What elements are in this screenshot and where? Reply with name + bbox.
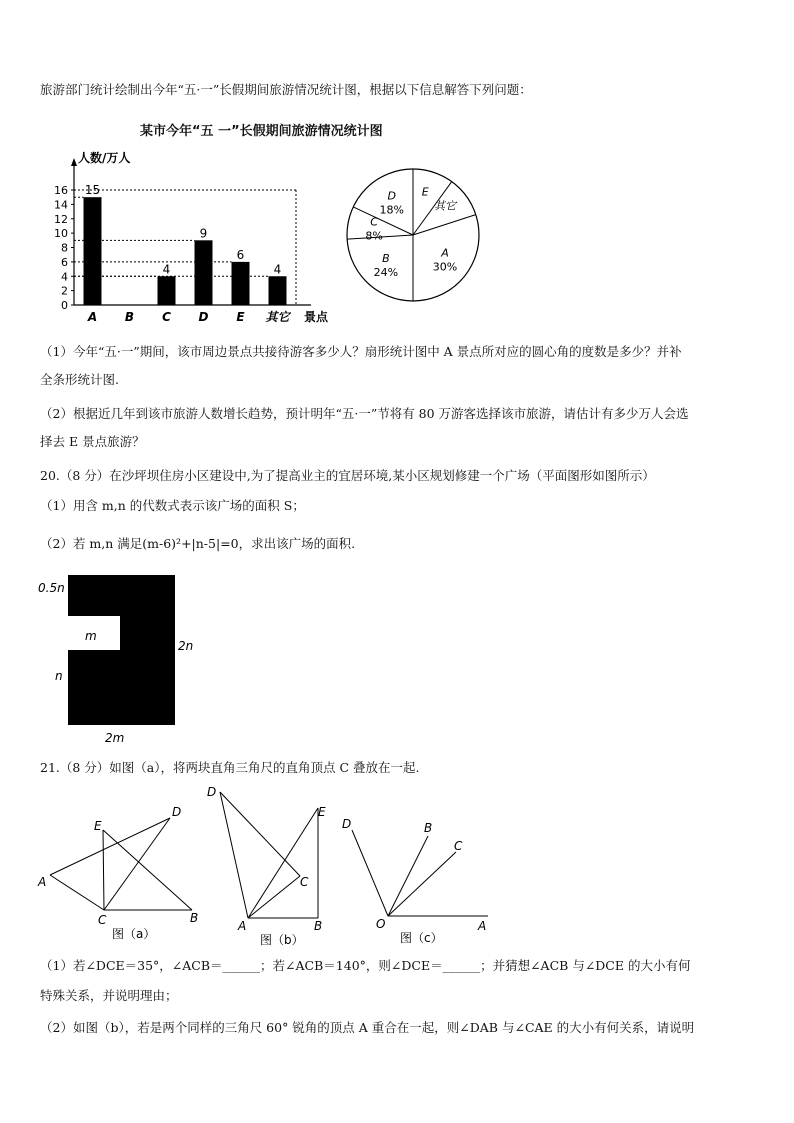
bar-value-label: 9 — [199, 226, 208, 241]
q19-part1-cont: 全条形统计图. — [40, 372, 119, 387]
bar-其它 — [269, 276, 287, 305]
x-axis-label: 景点 — [304, 310, 329, 324]
bar-value-label: 6 — [236, 247, 245, 262]
pt-b: B — [314, 919, 323, 933]
plaza-shape — [68, 575, 175, 725]
pt-c: C — [98, 913, 107, 927]
pt-a: A — [478, 919, 487, 933]
q20-figure — [30, 570, 230, 750]
slice-percent-C: 8% — [365, 229, 383, 243]
pt-o: O — [376, 917, 386, 931]
pt-a: A — [238, 919, 247, 933]
q20-stem: 20.（8 分）在沙坪坝住房小区建设中,为了提高业主的宜居环境,某小区规划修建一个广场（平面图形如图所示） — [40, 468, 655, 483]
bar-value-label: 4 — [162, 262, 171, 277]
category-label: B — [124, 310, 135, 324]
label-m: m — [85, 629, 97, 643]
caption-c: 图（c） — [400, 931, 443, 945]
pt-c: C — [300, 875, 309, 889]
q20-part1: （1）用含 m,n 的代数式表示该广场的面积 S； — [40, 498, 305, 513]
pt-d: D — [172, 805, 182, 819]
y-tick-label: 8 — [61, 241, 68, 255]
category-label: C — [162, 310, 171, 324]
bar-E — [232, 262, 250, 305]
intro-text: 旅游部门统计绘制出今年“五·一”长假期间旅游情况统计图，根据以下信息解答下列问题： — [40, 82, 532, 97]
q21-part2: （2）如图（b），若是两个同样的三角尺 60° 锐角的顶点 A 重合在一起，则∠DAB 与∠CAE 的大小有何关系，请说明 — [40, 1020, 695, 1035]
pt-d: D — [342, 817, 352, 831]
slice-label-A: A — [441, 246, 449, 260]
pt-b: B — [424, 821, 433, 835]
bar-A — [84, 197, 102, 305]
label-n: n — [55, 669, 63, 683]
slice-label-C: C — [370, 215, 378, 229]
bar-value-label: 4 — [273, 262, 282, 277]
pt-e: E — [318, 805, 326, 819]
pt-e: E — [94, 819, 102, 833]
q19-part2-cont: 择去 E 景点旅游？ — [40, 434, 145, 449]
q20-part2: （2）若 m,n 满足(m-6)²+|n-5|=0，求出该广场的面积. — [40, 536, 356, 551]
q19-part2: （2）根据近几年到该市旅游人数增长趋势，预计明年“五·一”节将有 80 万游客选择该市旅游，请估计有多少万人会选 — [40, 406, 689, 421]
bar-D — [195, 240, 213, 305]
q19-part1: （1）今年“五·一”期间，该市周边景点共接待游客多少人？扇形统计图中 A 景点所对应的圆心角的度数是多少？并补 — [40, 344, 682, 359]
y-tick-label: 2 — [61, 284, 68, 298]
slice-label-B: B — [382, 251, 390, 265]
category-label: 其它 — [265, 310, 290, 324]
category-label: D — [198, 310, 209, 324]
slice-percent-A: 30% — [432, 260, 458, 274]
y-axis-label: 人数/万人 — [78, 151, 131, 165]
q21-stem: 21.（8 分）如图（a），将两块直角三角尺的直角顶点 C 叠放在一起. — [40, 760, 420, 775]
label-0-5n: 0.5n — [38, 581, 65, 595]
bar-value-label: 15 — [84, 183, 101, 198]
y-axis-arrow — [71, 158, 77, 166]
q21-figure-b — [200, 780, 350, 950]
q21-figure-c — [330, 810, 500, 950]
y-tick-label: 12 — [54, 212, 68, 226]
slice-label-其它: 其它 — [434, 199, 457, 213]
pt-c: C — [454, 839, 463, 853]
q21-part1-cont: 特殊关系，并说明理由； — [40, 988, 178, 1003]
label-2m: 2m — [105, 731, 125, 745]
pie-chart — [338, 165, 488, 305]
caption-a: 图（a） — [112, 927, 156, 941]
y-tick-label: 16 — [54, 184, 68, 197]
slice-label-E: E — [421, 185, 429, 199]
y-tick-label: 14 — [54, 198, 68, 212]
y-tick-label: 0 — [61, 299, 68, 312]
bar-C — [158, 276, 176, 305]
q21-part1: （1）若∠DCE＝35°，∠ACB＝______；若∠ACB＝140°，则∠DCE＝______；并猜想∠ACB 与∠DCE 的大小有何 — [40, 958, 691, 973]
q21-figure-a — [30, 800, 210, 950]
y-tick-label: 4 — [61, 270, 68, 284]
slice-percent-B: 24% — [373, 265, 399, 279]
slice-percent-D: 18% — [379, 203, 405, 217]
chart-title: 某市今年“五 一”长假期间旅游情况统计图 — [140, 124, 383, 139]
pt-b: B — [190, 911, 199, 925]
bar-chart — [36, 150, 336, 330]
caption-b: 图（b） — [260, 933, 304, 947]
label-2n: 2n — [178, 639, 194, 653]
pt-d: D — [207, 785, 217, 799]
pt-a: A — [38, 875, 47, 889]
y-tick-label: 10 — [54, 227, 68, 241]
category-label: A — [87, 310, 98, 324]
category-label: E — [236, 310, 245, 324]
y-tick-label: 6 — [61, 255, 68, 269]
slice-label-D: D — [387, 189, 397, 203]
